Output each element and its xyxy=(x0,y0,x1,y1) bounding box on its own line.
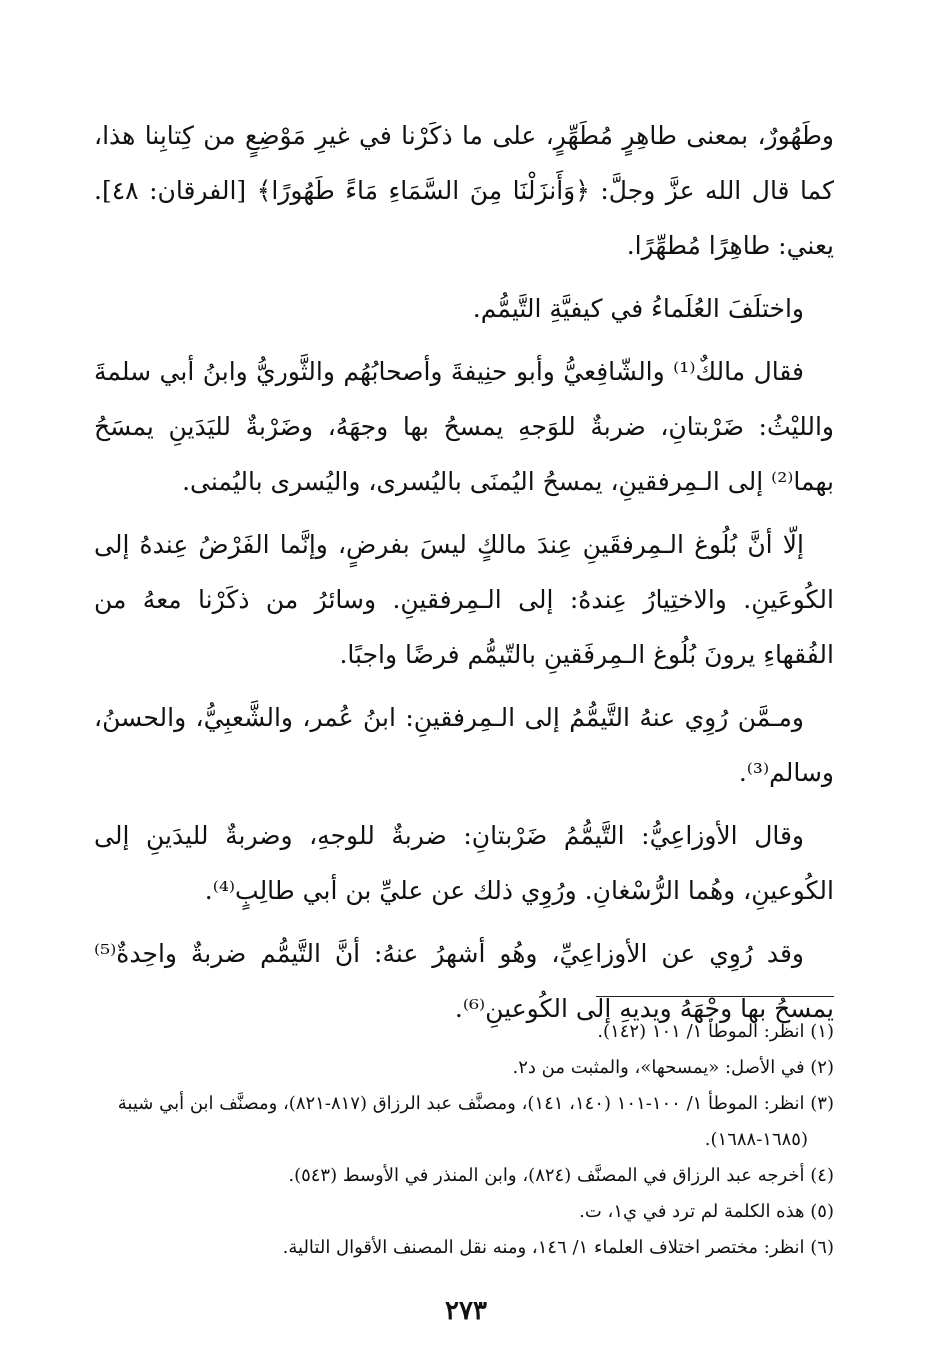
footnote-2: (٢) في الأصل: «يمسحها»، والمثبت من د٢. xyxy=(512,1057,834,1078)
footnotes xyxy=(94,1014,834,1266)
paragraph-5: ومـمَّن رُوِي عنهُ التَّيمُّمُ إلى الـمِرفقينِ: ابنُ عُمر، والشَّعبِيُّ، والحسنُ، وسالم⁽³⁾. xyxy=(94,703,834,787)
paragraph-4: إلّا أنَّ بُلُوغ الـمِرفقَينِ عِندَ مالكٍ ليسَ بفرضٍ، وإنَّما الفَرْضُ عِندهُ إلى الكُوعَينِ. والاختِيارُ عِندهُ: إلى الـمِرفقينِ. وسائرُ من ذكَرْنا معهُ من الفُقهاءِ يرونَ بُلُوغ الـمِرفَقينِ بالتّيمُّم فرضًا واجبًا. xyxy=(94,530,834,669)
paragraph-2: واختلَفَ العُلَماءُ في كيفيَّةِ التَّيمُّم. xyxy=(472,294,804,323)
footnote-5: (٥) هذه الكلمة لم ترد في ي١، ت. xyxy=(579,1201,834,1222)
footnote-1: (١) انظر: الموطأ ١/ ١٠١ (١٤٢). xyxy=(597,1021,834,1042)
paragraph-3: فقال مالكٌ⁽¹⁾ والشّافِعيُّ وأبو حنِيفةَ وأصحابُهُم والثَّوريُّ وابنُ أبي سلمةَ والليْثُ: ضَرْبتانِ، ضربةٌ للوَجهِ يمسحُ بها وجهَهُ، وضَرْبةٌ لليَدَينِ يمسَحُ بهما⁽²⁾ إلى الـمِرفقينِ، يمسحُ اليُمنَى باليُسرى، واليُسرى باليُمنى. xyxy=(94,357,834,496)
footnote-3: (٣) انظر: الموطأ ١/ ١٠٠-١٠١ (١٤٠، ١٤١)، ومصنَّف عبد الرزاق (٨١٧-٨٢١)، ومصنَّف ابن أبي شيبة (١٦٨٥-١٦٨٨). xyxy=(117,1093,834,1150)
main-text xyxy=(94,108,834,1036)
paragraph-1: وطَهُورٌ، بمعنى طاهِرٍ مُطَهِّرٍ، على ما ذكَرْنا في غيرِ مَوْضِعٍ من كِتابِنا هذا، كما قال الله عزَّ وجلَّ: ﴿وَأَنزَلْنَا مِنَ السَّمَاءِ مَاءً طَهُورًا﴾ [الفرقان: ٤٨]. يعني: طاهِرًا مُطهِّرًا. xyxy=(94,121,834,260)
footnote-4: (٤) أخرجه عبد الرزاق في المصنَّف (٨٢٤)، وابن المنذر في الأوسط (٥٤٣). xyxy=(288,1165,834,1186)
page-number: ٢٧٣ xyxy=(445,1296,487,1326)
paragraph-7: وقد رُوِي عن الأوزاعِيِّ، وهُو أشهرُ عنهُ: أنَّ التَّيمُّم ضربةٌ واحِدةٌ⁽⁵⁾ يمسحُ بها وجْهَهُ ويديهِ إلى الكُوعينِ⁽⁶⁾. xyxy=(94,939,834,1023)
footnote-separator xyxy=(596,996,834,997)
footnote-6: (٦) انظر: مختصر اختلاف العلماء ١/ ١٤٦، ومنه نقل المصنف الأقوال التالية. xyxy=(282,1237,834,1258)
paragraph-6: وقال الأوزاعِيُّ: التَّيمُّمُ ضَرْبتانِ: ضربةٌ للوجهِ، وضربةٌ لليدَينِ إلى الكُوعينِ، وهُما الرُّسْغانِ. ورُوِي ذلك عن عليِّ بن أبي طالِبٍ⁽⁴⁾. xyxy=(94,821,834,905)
